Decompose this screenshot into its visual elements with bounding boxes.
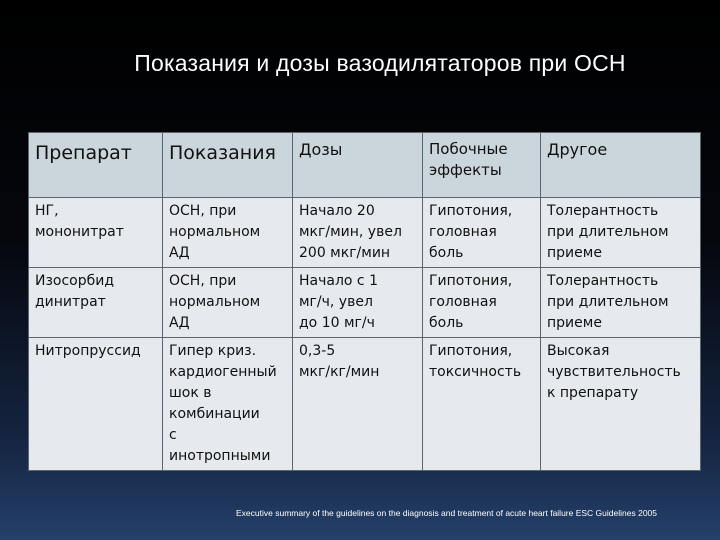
table-cell: Начало с 1 мг/ч, увел до 10 мг/ч xyxy=(293,268,423,338)
table-row xyxy=(29,198,701,268)
header-cell-indications: Показания xyxy=(163,133,293,198)
header-cell-doses: Дозы xyxy=(293,133,423,198)
source-footnote: Executive summary of the guidelines on the diagnosis and treatment of acute heart failure ESC Guidelines 2005 xyxy=(236,508,657,518)
table-cell: НГ, мононитрат xyxy=(29,198,163,268)
table-header-row xyxy=(29,133,701,198)
table-cell: Высокая чувствительность к препарату xyxy=(541,338,701,471)
table-cell: Нитропруссид xyxy=(29,338,163,471)
table-row xyxy=(29,338,701,471)
table-cell: Гипотония, токсичность xyxy=(423,338,541,471)
table-row xyxy=(29,268,701,338)
table-cell: Изосорбид динитрат xyxy=(29,268,163,338)
table-cell: ОСН, при нормальном АД xyxy=(163,198,293,268)
table-cell: 0,3-5 мкг/кг/мин xyxy=(293,338,423,471)
slide-title: Показания и дозы вазодилятаторов при ОСН xyxy=(134,50,626,76)
table-cell: Гипотония, головная боль xyxy=(423,198,541,268)
table-cell: ОСН, при нормальном АД xyxy=(163,268,293,338)
table-cell: Гипер криз. кардиогенный шок в комбинации с инотропными xyxy=(163,338,293,471)
header-cell-other: Другое xyxy=(541,133,701,198)
header-cell-side-effects: Побочные эффекты xyxy=(423,133,541,198)
table-cell: Гипотония, головная боль xyxy=(423,268,541,338)
table-cell: Начало 20 мкг/мин, увел 200 мкг/мин xyxy=(293,198,423,268)
table-cell: Толерантность при длительном приеме xyxy=(541,268,701,338)
table-cell: Толерантность при длительном приеме xyxy=(541,198,701,268)
vasodilators-table xyxy=(28,132,701,471)
header-cell-drug: Препарат xyxy=(29,133,163,198)
